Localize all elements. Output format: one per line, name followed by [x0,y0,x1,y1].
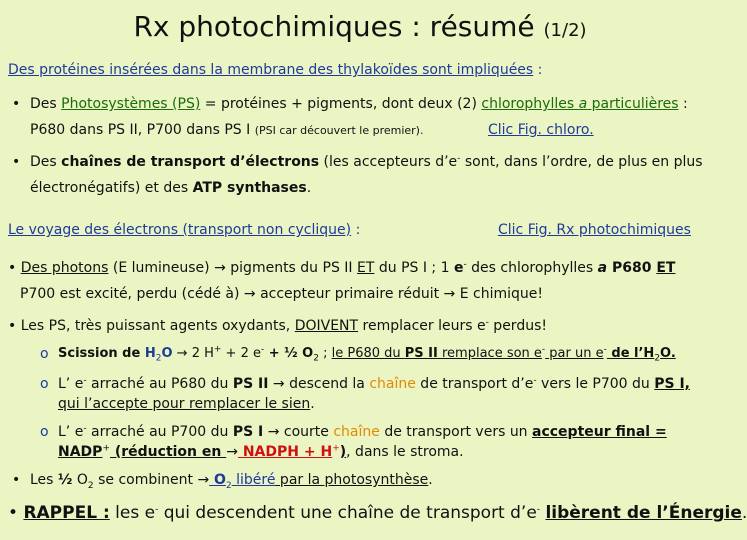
p1-line2 [20,286,543,302]
b1-l2a: P680 dans PS II, P700 dans PS I [30,122,255,138]
p3-b: se combinent [93,472,198,488]
photosystemes-label: Photosystèmes (PS) [61,96,201,112]
arrow-icon: → [176,346,188,361]
recap-energie: libèrent de l’Énergie [545,503,742,523]
s1-minus2: - [541,344,546,355]
s2-a: L’ e [58,376,84,392]
s2-e: vers le P700 du [536,376,655,392]
s3-l2d: ) [339,444,347,460]
b2-l1c: (les accepteurs d’e [319,154,458,170]
p1-et: ET [357,260,375,276]
p1-line1 [8,260,675,276]
recap-f: . [741,503,747,523]
intro-colon: : [533,62,543,78]
s3-l2e: , dans le stroma. [346,444,464,460]
atp-synthases: ATP synthases [192,180,307,196]
s1-a: Scission de [58,346,145,361]
arrow-icon: → [226,444,238,460]
b2-sup: - [457,153,461,164]
b1-t1: Des [30,96,62,112]
arrow-icon: → [443,286,456,302]
p1-b: (E lumineuse) [108,260,215,276]
voyage-heading [8,222,360,238]
p3-d: libéré [231,472,276,488]
nadp: NADP [58,444,103,460]
s1-marker: o [40,346,49,362]
p3-sub: 2 [87,480,94,491]
p3-g: . [428,472,433,488]
particulieres-label: particulières [587,96,679,112]
b2-line1 [30,154,703,170]
s1-h: H [144,346,156,361]
s3-line1 [58,424,667,440]
s3-b: arraché au P700 du [86,424,233,440]
voyage-colon: : [351,222,361,238]
s1-plus: + [213,344,222,355]
s3-d: de transport vers un [379,424,533,440]
arrow-icon: → [243,286,256,302]
b2-l2a: électronégatifs) et des [30,180,193,196]
s1-sub3: 2 [313,353,319,364]
p3-sub2: 2 [225,480,232,491]
p3-f: photosynthèse [324,472,429,488]
s1-sub4: 2 [654,353,661,364]
s1-g: remplace son e [437,346,542,361]
p1-f: des chlorophylles [466,260,598,276]
s3-line2 [58,444,464,460]
s2-ps: PS II [232,376,269,392]
b2-l1d: sont, dans l’ordre, de plus en plus [460,154,703,170]
p1-esup: - [463,259,467,270]
s1-sub2: 2 [155,353,162,364]
bullet-1: • [12,96,21,112]
s2-marker: o [40,376,49,392]
arrow-icon: → [267,424,280,440]
nadph: NADPH + H [237,444,333,460]
p1-c: pigments du PS II [225,260,357,276]
title-part: (1/2) [543,20,587,41]
s2-ps1: PS I, [654,376,690,392]
voyage-label: Le voyage des électrons (transport non cyclique) [8,222,352,238]
p1-et2: ET [656,260,676,276]
fig-chloro-link[interactable]: Clic Fig. chloro. [488,122,594,138]
s1-i: de l’H [606,346,655,361]
p2-line [8,318,547,334]
alpha-label: a [578,96,588,112]
s2-l2: qui l’accepte pour remplacer le sien [58,396,311,412]
s3-ps: PS I [232,424,264,440]
recap-sup: - [155,504,159,515]
recap-b: les e [109,503,156,523]
b2-l2c: . [306,180,312,196]
s1-minus3: - [603,344,607,355]
b2-l1a: Des [30,154,62,170]
s2-chain: chaîne [369,376,416,392]
s1-j: O. [660,346,676,361]
s3-a: L’ e [58,424,84,440]
arrow-icon: → [272,376,285,392]
b1-note: (PSI car découvert le premier). [254,124,424,137]
s3-chain: chaîne [333,424,380,440]
bullet-2: • [12,154,21,170]
s1-e: ; [318,346,332,361]
s2-c: descend la [284,376,370,392]
p1-g: a [597,260,608,276]
arrow-icon: → [214,260,226,276]
s2-line1 [58,376,690,392]
rappel-label: RAPPEL : [23,503,110,523]
p1-d: du PS I ; 1 [374,260,454,276]
p1-l2b: accepteur primaire réduit [255,286,444,302]
s1-ps: PS II [404,346,438,361]
p3-o2: O [72,472,88,488]
photons-label: Des photons [20,260,109,276]
reduction: (réduction en [109,444,227,460]
b1-t2: = protéines + pigments, dont deux (2) [200,96,482,112]
s2-sup: - [83,375,87,386]
p2-d: perdus! [488,318,547,334]
recap-sup2: - [536,504,541,515]
s3-c: courte [279,424,334,440]
p3-half: ½ [57,472,73,488]
s1-h2: par un e [545,346,604,361]
p3-e: par la [275,472,325,488]
p1-bullet: • [8,260,17,276]
s1-d: + ½ O [264,346,314,361]
recap-c: qui descendent une chaîne de transport d’e [158,503,537,523]
s1-o: O [161,346,173,361]
p1-l2c: E chimique! [455,286,543,302]
p1-h: P680 [607,260,657,276]
title-main: Rx photochimiques : résumé [133,10,535,43]
p3-c: O [209,472,226,488]
s1-minus: - [260,344,265,355]
nadph-sup: + [332,443,340,454]
nadp-sup: + [102,443,110,454]
p3-bullet: • [12,472,21,488]
p3-a: Les [30,472,58,488]
s2-d: de transport d’e [415,376,534,392]
b2-chaines: chaînes de transport d’électrons [61,154,320,170]
s1-c: + 2 e [221,346,261,361]
s2-line2 [58,396,315,412]
p1-e: e [453,260,464,276]
chlorophylles-label: chlorophylles [481,96,579,112]
s2-b: arraché au P680 du [86,376,233,392]
intro-line [8,62,542,78]
s2-sup2: - [533,375,537,386]
p2-bullet: • [8,318,17,334]
recap-line [8,503,747,523]
arrow-icon: → [197,472,210,488]
intro-text: Des protéines insérées dans la membrane des thylakoïdes sont impliquées [8,62,534,78]
s1-f: le P680 du [331,346,405,361]
p2-sup: - [485,317,489,328]
s3-marker: o [40,424,49,440]
page-title [0,10,720,43]
fig-rx-link[interactable]: Clic Fig. Rx photochimiques [498,222,691,238]
s1-line [58,344,676,364]
p2-a: Les PS, très puissant agents oxydants, [20,318,295,334]
s3-sup: - [83,423,87,434]
b1-t3: : [678,96,688,112]
b1-line1 [30,96,688,112]
b2-line2 [30,180,311,196]
recap-bullet: • [8,503,19,523]
p1-l2a: P700 est excité, perdu (cédé à) [20,286,244,302]
doivent-label: DOIVENT [294,318,359,334]
p2-c: remplacer leurs e [358,318,486,334]
b1-line2 [30,122,423,138]
p3-line [30,472,433,491]
s2-l2end: . [310,396,315,412]
accepteur-final: accepteur final = [532,424,667,440]
s1-b: 2 H [187,346,214,361]
